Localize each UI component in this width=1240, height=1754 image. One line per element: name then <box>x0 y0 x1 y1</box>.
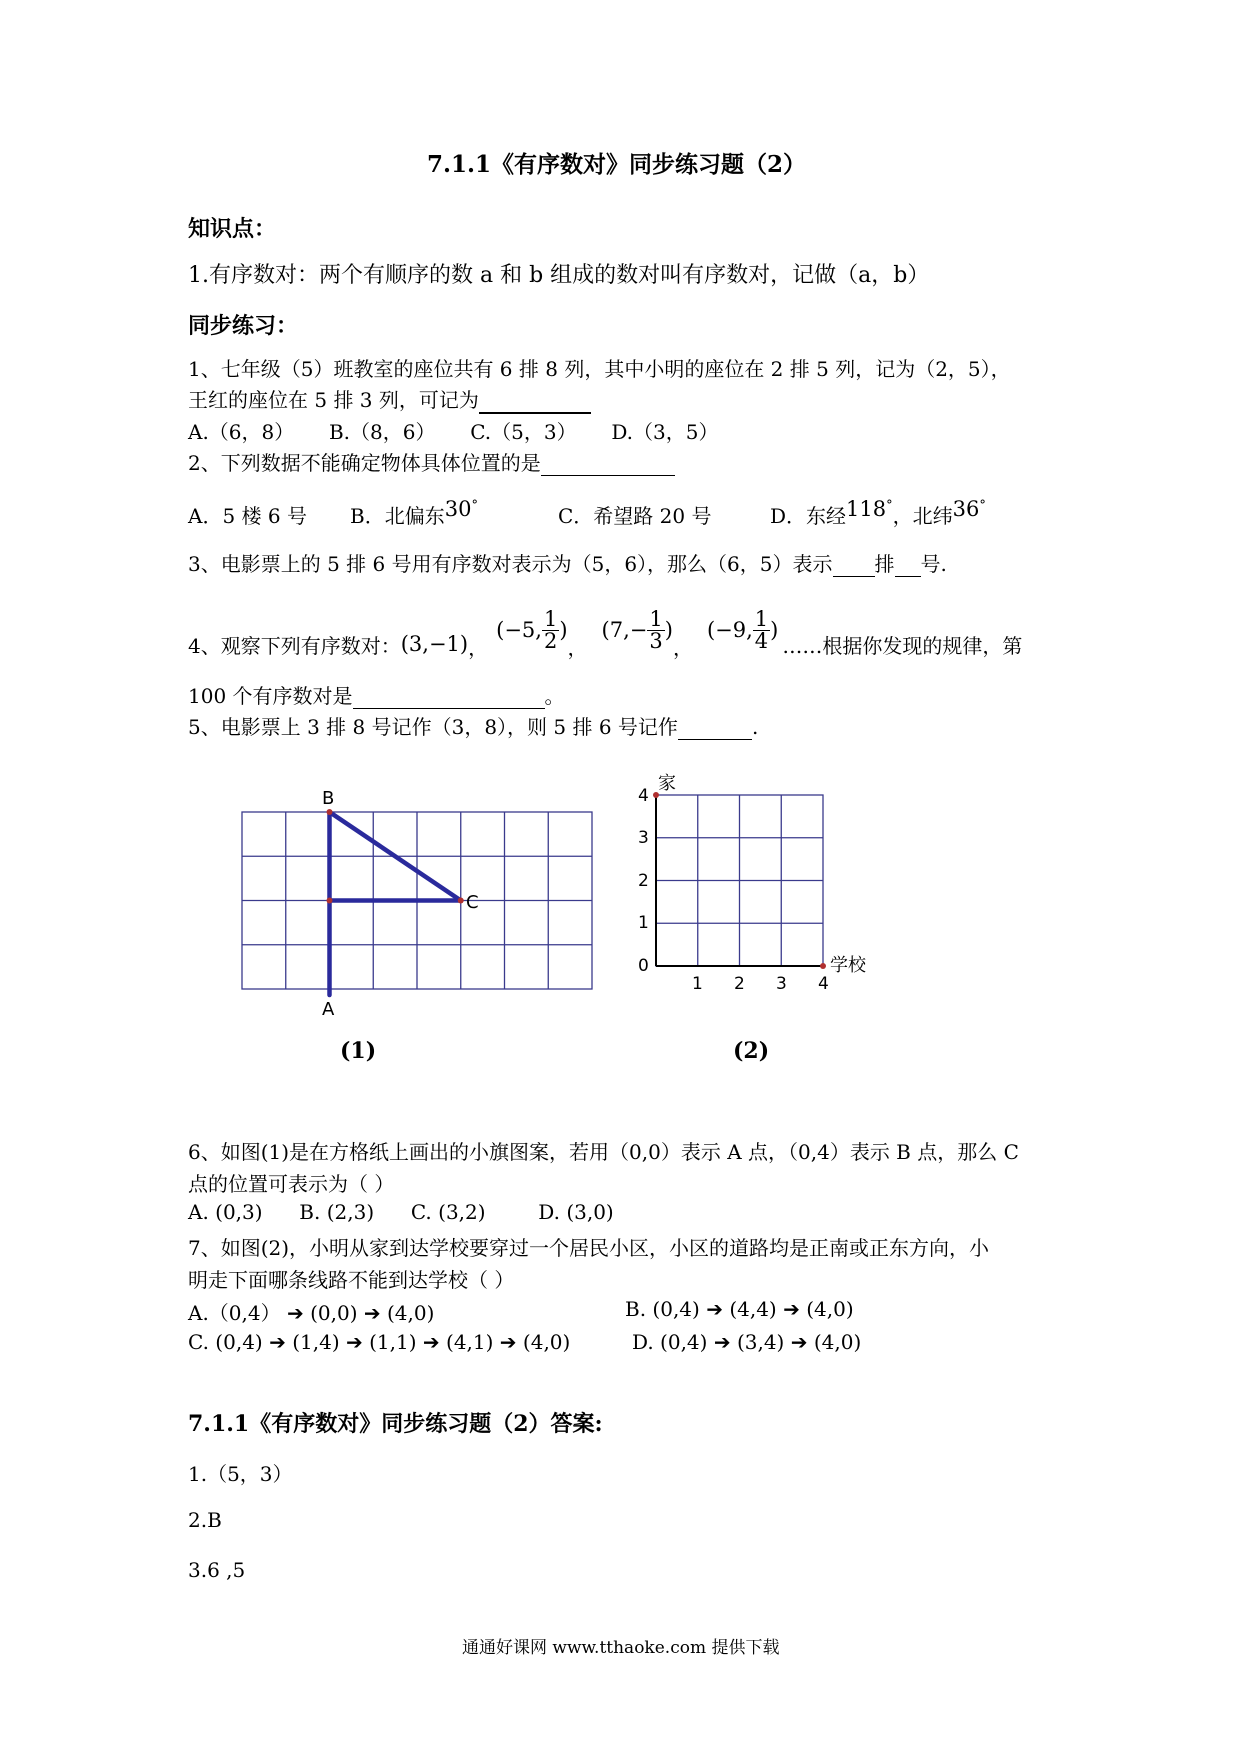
route-point: (1,1) <box>369 1330 417 1354</box>
q2-text: 2、下列数据不能确定物体具体位置的是 <box>188 451 541 475</box>
q4-pair-2-start: (−5, <box>496 618 542 642</box>
point-a-label: A <box>322 999 335 1020</box>
figure-1-label: (1) <box>340 1038 377 1064</box>
fraction-numerator: 1 <box>754 606 769 631</box>
q7-line2: 明走下面哪条线路不能到达学校（ ） <box>188 1268 515 1292</box>
q2-option-b-text: B．北偏东 <box>350 504 445 528</box>
q4-line1 <box>188 600 1022 672</box>
y-tick-3: 3 <box>638 828 649 848</box>
q4-pair-2-close: ) <box>559 618 568 642</box>
fraction-numerator: 1 <box>543 606 558 631</box>
q4-answer-blank <box>353 684 545 709</box>
q4-pair-4-close: ) <box>770 618 779 642</box>
figure-2-grid <box>656 795 823 966</box>
q7-option-d <box>632 1330 861 1354</box>
q4-line2-end: 。 <box>544 684 565 708</box>
y-tick-2: 2 <box>638 871 649 891</box>
knowledge-heading: 知识点： <box>188 216 277 242</box>
answer-1: 1.（5，3） <box>188 1462 293 1486</box>
x-tick-1: 1 <box>692 974 703 994</box>
q4-suffix: ……根据你发现的规律，第 <box>782 633 1023 658</box>
q3-question <box>188 548 947 577</box>
q3-text-b: 排 <box>874 552 895 576</box>
page-title: 7.1.1《有序数对》同步练习题（2） <box>427 151 807 178</box>
fraction-denominator: 4 <box>754 628 769 653</box>
route-point: (3,4) <box>736 1330 785 1354</box>
route-point: B. (0,4) <box>625 1297 700 1321</box>
q7-option-c <box>188 1330 570 1354</box>
arrow-right-icon: ➔ <box>499 1330 517 1354</box>
arrow-right-icon: ➔ <box>363 1301 381 1325</box>
y-tick-1: 1 <box>638 913 649 933</box>
q6-line1: 6、如图(1)是在方格纸上画出的小旗图案，若用（0,0）表示 A 点，（0,4）表示 B 点，那么 C <box>188 1140 1019 1164</box>
x-tick-2: 2 <box>734 974 745 994</box>
q4-pair-3-start: (7,− <box>601 618 648 642</box>
q7-option-b <box>625 1297 854 1321</box>
q2-option-b-value: 30 <box>444 497 472 521</box>
q4-fraction-half <box>542 606 559 653</box>
route-point: (0,0) <box>310 1301 358 1325</box>
q6-option-a: A. (0,3) <box>188 1200 263 1224</box>
practice-heading: 同步练习： <box>188 313 299 339</box>
q4-line2-text: 100 个有序数对是 <box>188 684 353 708</box>
q4-fraction-third <box>647 606 664 653</box>
x-tick-4: 4 <box>818 974 829 994</box>
home-label: 家 <box>658 773 676 794</box>
q5-answer-blank <box>678 715 752 740</box>
answers-heading: 7.1.1《有序数对》同步练习题（2）答案: <box>188 1411 603 1437</box>
arrow-right-icon: ➔ <box>783 1297 800 1321</box>
figure-2-route-grid <box>630 765 880 995</box>
q4-pair-1: (3,−1) <box>400 632 469 656</box>
q2-question <box>188 447 675 476</box>
route-point: A.（0,4） <box>188 1301 281 1325</box>
q1-answer-blank <box>479 388 591 414</box>
q2-option-d-text: D．东经 <box>770 504 847 528</box>
figure-2-label: (2) <box>733 1038 770 1064</box>
q1-line1: 1、七年级（5）班教室的座位共有 6 排 8 列，其中小明的座位在 2 排 5 列，记为（2，5）， <box>188 357 1011 381</box>
q1-line2 <box>188 384 591 414</box>
q5-end: . <box>751 715 759 739</box>
degree-symbol: ° <box>471 498 478 514</box>
route-point: (4,0) <box>806 1297 854 1321</box>
route-point: (1,4) <box>292 1330 340 1354</box>
q4-sep: ， <box>672 635 693 660</box>
arrow-right-icon: ➔ <box>422 1330 440 1354</box>
q3-blank-seat <box>895 552 921 577</box>
q1-text: 王红的座位在 5 排 3 列，可记为 <box>188 388 479 412</box>
q7-line1: 7、如图(2)，小明从家到达学校要穿过一个居民小区，小区的道路均是正南或正东方向，小 <box>188 1236 990 1260</box>
q6-options <box>188 1200 614 1224</box>
fraction-denominator: 3 <box>649 628 663 653</box>
q2-answer-blank <box>541 451 675 476</box>
q4-line2 <box>188 680 565 709</box>
arrow-right-icon: ➔ <box>345 1330 363 1354</box>
q2-option-c: C．希望路 20 号 <box>558 504 712 528</box>
q4-sep: ， <box>567 635 588 660</box>
fraction-numerator: 1 <box>649 606 663 631</box>
arrow-right-icon: ➔ <box>790 1330 808 1354</box>
q3-text-c: 号. <box>920 552 947 576</box>
flag-joint-marker <box>327 898 333 904</box>
q4-sep: ， <box>468 635 489 660</box>
answer-2: 2.B <box>188 1508 222 1532</box>
q4-pair-2 <box>496 606 568 653</box>
y-tick-0: 0 <box>638 956 649 976</box>
arrow-right-icon: ➔ <box>269 1330 286 1354</box>
q4-pair-3 <box>601 606 673 653</box>
school-label: 学校 <box>830 955 866 976</box>
q4-pair-3-close: ) <box>664 618 673 642</box>
arrow-right-icon: ➔ <box>706 1297 723 1321</box>
q4-prefix: 4、观察下列有序数对： <box>188 633 401 658</box>
q3-text-a: 3、电影票上的 5 排 6 号用有序数对表示为（5，6），那么（6，5）表示 <box>188 552 833 576</box>
flag-shape <box>330 812 461 995</box>
arrow-right-icon: ➔ <box>713 1330 731 1354</box>
q2-option-d-mid: ，北纬 <box>892 504 953 528</box>
knowledge-item-1: 1.有序数对：两个有顺序的数 a 和 b 组成的数对叫有序数对，记做（a，b） <box>188 263 930 288</box>
route-point: (4,0) <box>522 1330 571 1354</box>
point-b-label: B <box>322 788 335 809</box>
q1-option-c: C.（5，3） <box>470 420 577 444</box>
q2-option-d-value1: 118 <box>846 497 887 521</box>
point-c-marker <box>458 898 464 904</box>
q5-question <box>188 711 758 740</box>
route-point: D. (0,4) <box>632 1330 708 1354</box>
route-point: (4,0) <box>387 1301 435 1325</box>
figure-1-flag-grid <box>230 780 600 1020</box>
q6-line2: 点的位置可表示为（ ） <box>188 1172 395 1196</box>
q4-pair-4 <box>706 606 779 653</box>
y-tick-4: 4 <box>638 786 649 806</box>
q1-option-d: D.（3，5） <box>611 420 719 444</box>
q6-option-d: D. (3,0) <box>538 1200 614 1224</box>
q1-option-a: A.（6，8） <box>188 420 295 444</box>
q5-text: 5、电影票上 3 排 8 号记作（3，8），则 5 排 6 号记作 <box>188 715 678 739</box>
q6-option-c: C. (3,2) <box>410 1200 486 1224</box>
page-footer: 通通好课网 www.tthaoke.com 提供下载 <box>462 1638 780 1658</box>
q2-option-a: A．5 楼 6 号 <box>188 504 307 528</box>
q3-blank-row <box>833 552 875 577</box>
route-point: (4,1) <box>446 1330 494 1354</box>
q2-option-b <box>350 497 478 529</box>
degree-symbol: ° <box>886 498 893 514</box>
q7-option-a <box>188 1297 434 1326</box>
point-b-marker <box>327 809 333 815</box>
q4-pair-4-start: (−9, <box>706 618 753 642</box>
arrow-right-icon: ➔ <box>286 1301 304 1325</box>
q1-option-b: B.（8，6） <box>328 420 436 444</box>
q2-option-d <box>770 497 986 529</box>
school-marker <box>820 963 826 969</box>
answer-3: 3.6 ,5 <box>188 1558 246 1582</box>
q6-option-b: B. (2,3) <box>299 1200 375 1224</box>
fraction-denominator: 2 <box>543 628 558 653</box>
route-point: C. (0,4) <box>188 1330 263 1354</box>
q1-options <box>188 416 718 445</box>
x-tick-3: 3 <box>776 974 787 994</box>
q4-fraction-quarter <box>753 606 770 653</box>
degree-symbol: ° <box>979 498 986 514</box>
route-point: (4,0) <box>813 1330 862 1354</box>
route-point: (4,4) <box>729 1297 777 1321</box>
q2-option-d-value2: 36 <box>952 497 980 521</box>
point-c-label: C <box>466 892 479 913</box>
